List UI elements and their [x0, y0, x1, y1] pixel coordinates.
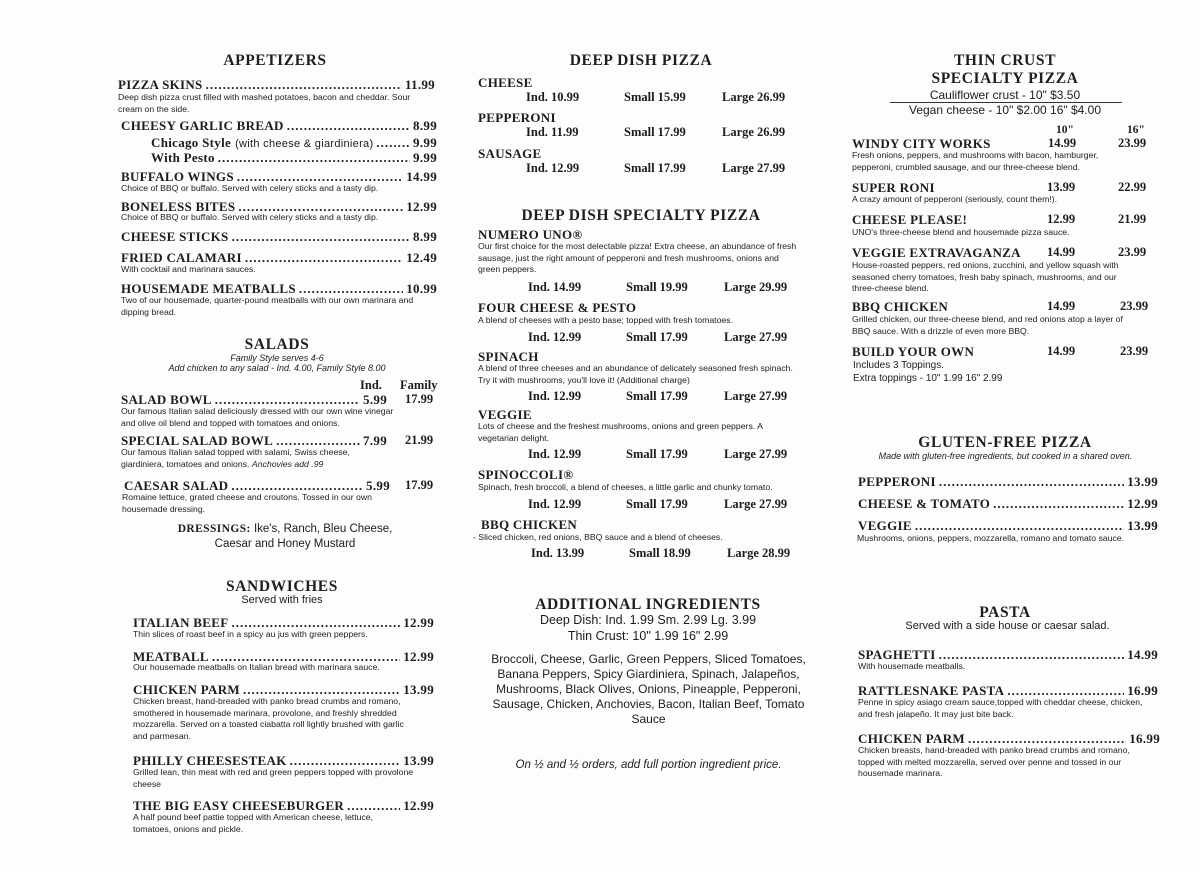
price-16: 23.99 [1120, 299, 1149, 313]
price-small: Small 17.99 [626, 389, 688, 403]
price-ind: Ind. 12.99 [528, 389, 582, 403]
item-description: Chicken breast, hand-breaded with panko bread crumbs and romano, smothered in housemade marinara, provolone, and freshly shredded mozzarella. Served on a toasted ciabatta roll lightly brushed with garlic and parmesan. [133, 696, 404, 741]
menu-item: MEATBALL ..... 12.99 [133, 649, 434, 665]
price-ind: Ind. 10.99 [526, 90, 580, 104]
pizza-name: BUILD YOUR OWN [852, 344, 975, 359]
pizza-name: PEPPERONI [478, 110, 556, 125]
pizza-name: CHEESE PLEASE! [852, 212, 968, 227]
item-description: Our famous Italian salad topped with salami, Swiss cheese, giardiniera, tomatoes and onions. Anchovies add .99 [121, 447, 350, 469]
menu-item: SPECIAL SALAD BOWL ..... 7.99 [121, 433, 387, 449]
price-small: Small 18.99 [629, 546, 691, 560]
price-large: Large 27.99 [724, 389, 788, 403]
item-description: Choice of BBQ or buffalo. Served with celery sticks and a tasty dip. [121, 183, 379, 193]
price-10: 14.99 [1048, 136, 1077, 150]
pizza-name: VEGGIE [478, 407, 532, 422]
price-large: Large 26.99 [722, 125, 786, 139]
menu-item: Chicago Style (with cheese & giardiniera) ..... 9.99 [151, 135, 437, 151]
salads-note: Add chicken to any salad - Ind. 4.00, Family Style 8.00 [168, 363, 386, 373]
item-description: Mushrooms, onions, peppers, mozzarella, romano and tomato sauce. [857, 533, 1125, 543]
menu-item: CHEESY GARLIC BREAD ..... 8.99 [121, 118, 437, 134]
price-ind: Ind. 11.99 [526, 125, 579, 139]
salads-title: SALADS [244, 336, 310, 353]
item-description: With cocktail and marinara sauces. [121, 264, 256, 274]
price-16: 23.99 [1118, 136, 1147, 150]
price-small: Small 17.99 [626, 447, 688, 461]
column-header: Ind. [360, 378, 382, 392]
item-description: Fresh onions, peppers, and mushrooms with bacon, hamburger, pepperoni, crumbled sausage, and our three-cheese blend. [852, 150, 1099, 172]
sandwiches-title: SANDWICHES [226, 578, 338, 595]
additional-title: ADDITIONAL INGREDIENTS [535, 596, 761, 613]
pizza-name: CHEESE [478, 75, 533, 90]
menu-item: HOUSEMADE MEATBALLS ..... 10.99 [121, 281, 437, 297]
item-description: Our famous Italian salad deliciously dressed with our own wine vinegar and olive oil blend and topped with tomatoes and onions. [121, 406, 394, 428]
price-ind: Ind. 12.99 [526, 161, 580, 175]
price-small: Small 19.99 [626, 280, 688, 294]
menu-item: ITALIAN BEEF ..... 12.99 [133, 615, 434, 631]
price-10: 14.99 [1047, 299, 1076, 313]
price-ind: Ind. 13.99 [531, 546, 585, 560]
pizza-name: FOUR CHEESE & PESTO [478, 300, 637, 315]
menu-item: CHEESE & TOMATO ..... 12.99 [858, 496, 1158, 512]
price-ind: Ind. 12.99 [528, 497, 582, 511]
pasta-title: PASTA [979, 604, 1031, 621]
deep-dish-title: DEEP DISH PIZZA [569, 52, 713, 69]
menu-item: PHILLY CHEESESTEAK ..... 13.99 [133, 753, 434, 769]
item-description: UNO's three-cheese blend and housemade pizza sauce. [852, 227, 1070, 237]
pizza-name: BBQ CHICKEN [852, 299, 949, 314]
price-small: Small 17.99 [626, 330, 688, 344]
gluten-free-title: GLUTEN-FREE PIZZA [918, 434, 1092, 451]
price-small: Small 17.99 [626, 497, 688, 511]
item-description: Grilled chicken, our three-cheese blend, and red onions atop a layer of BBQ sauce. With a drizzle of even more BBQ. [852, 314, 1123, 336]
menu-item: CHICKEN PARM ..... 13.99 [133, 682, 434, 698]
price-small: Small 17.99 [624, 125, 686, 139]
menu-item: CHICKEN PARM ..... 16.99 [858, 731, 1160, 747]
item-description: Lots of cheese and the freshest mushrooms, onions and green peppers. A vegetarian delight. [478, 421, 763, 443]
item-description: A crazy amount of pepperoni (seriously, count them!). [852, 194, 1058, 204]
family-price: 17.99 [405, 392, 434, 406]
pizza-name: SPINACH [478, 349, 539, 364]
cauliflower-crust: Cauliflower crust - 10" $3.50 [929, 88, 1081, 102]
item-description: Our first choice for the most delectable pizza! Extra cheese, an abundance of fresh sausage, just the right amount of pepperoni and fresh mushrooms, onions and green peppers. [478, 241, 797, 274]
menu-item: With Pesto ..... 9.99 [151, 150, 437, 166]
pizza-name: SPINOCCOLI® [478, 467, 574, 482]
price-10: 13.99 [1047, 180, 1076, 194]
price-small: Small 15.99 [624, 90, 686, 104]
pizza-name: WINDY CITY WORKS [852, 136, 991, 151]
family-price: 17.99 [405, 478, 434, 492]
item-description: A half pound beef pattie topped with American cheese, lettuce, tomatoes, onions and pickle. [133, 812, 374, 834]
price-ind: Ind. 14.99 [528, 280, 582, 294]
item-description: Chicken breasts, hand-breaded with panko bread crumbs and romano, topped with melted mozzarella, served over penne and tossed in our housemade marinara. [858, 745, 1130, 778]
ingredients-list: Broccoli, Cheese, Garlic, Green Peppers, Sliced Tomatoes, Banana Peppers, Spicy Giardiniera, Spinach, Jalapeños, Mushrooms, Black Olives, Onions, Pineapple, Pepperoni, Sausage, Chicken, Anchovies, Bacon, Italian Beef, Tomato Sauce [491, 652, 806, 726]
item-description: Our housemade meatballs on Italian bread with marinara sauce. [133, 662, 380, 672]
item-description: - Sliced chicken, red onions, BBQ sauce and a blend of cheeses. [473, 532, 723, 542]
pizza-name: SAUSAGE [478, 146, 542, 161]
column-header: 10" [1056, 124, 1074, 136]
specialty-title: DEEP DISH SPECIALTY PIZZA [521, 207, 761, 224]
pizza-name: VEGGIE EXTRAVAGANZA [852, 245, 1021, 260]
price-16: 21.99 [1118, 212, 1147, 226]
menu-item: BUFFALO WINGS ..... 14.99 [121, 169, 437, 185]
menu-item: VEGGIE ..... 13.99 [858, 518, 1158, 534]
pasta-subtitle: Served with a side house or caesar salad. [905, 620, 1110, 632]
menu-item: SPAGHETTI ..... 14.99 [858, 647, 1158, 663]
item-description: Includes 3 Toppings. Extra toppings - 10" 1.99 16" 2.99 [853, 360, 1003, 384]
price-10: 14.99 [1047, 245, 1076, 259]
price-large: Large 27.99 [722, 161, 786, 175]
menu-item: RATTLESNAKE PASTA ..... 16.99 [858, 683, 1158, 699]
menu-item: CHEESE STICKS ..... 8.99 [121, 229, 437, 245]
price-16: 22.99 [1118, 180, 1147, 194]
additional-deep-dish: Deep Dish: Ind. 1.99 Sm. 2.99 Lg. 3.99 [539, 613, 757, 627]
price-large: Large 27.99 [724, 497, 788, 511]
price-ind: Ind. 12.99 [528, 447, 582, 461]
price-16: 23.99 [1118, 245, 1147, 259]
appetizers-title: APPETIZERS [223, 52, 327, 69]
additional-thin-crust: Thin Crust: 10" 1.99 16" 2.99 [567, 629, 729, 643]
item-description: Romaine lettuce, grated cheese and croutons. Tossed in our own housemade dressing. [122, 492, 372, 514]
column-header: 16" [1127, 124, 1145, 136]
item-description: Choice of BBQ or buffalo. Served with celery sticks and a tasty dip. [121, 212, 379, 222]
half-order-note: On ½ and ½ orders, add full portion ingredient price. [515, 759, 782, 771]
pizza-name: NUMERO UNO® [478, 227, 583, 242]
column-header: Family [400, 378, 438, 392]
gluten-free-note: Made with gluten-free ingredients, but cooked in a shared oven. [878, 451, 1133, 461]
menu-item: FRIED CALAMARI ..... 12.49 [121, 250, 437, 266]
menu-item: BONELESS BITES ..... 12.99 [121, 199, 437, 215]
menu-item: CAESAR SALAD ..... 5.99 [124, 478, 390, 494]
thin-crust-title: THIN CRUST SPECIALTY PIZZA [931, 52, 1079, 87]
family-price: 21.99 [405, 433, 434, 447]
pizza-name: SUPER RONI [852, 180, 935, 195]
menu-item: SALAD BOWL ..... 5.99 [121, 392, 387, 408]
dressings: DRESSINGS: Ike's, Ranch, Bleu Cheese, Caesar and Honey Mustard [177, 523, 393, 550]
price-16: 23.99 [1120, 344, 1149, 358]
item-description: With housemade meatballs. [858, 661, 966, 671]
menu-item: PEPPERONI ..... 13.99 [858, 474, 1158, 490]
sandwiches-subtitle: Served with fries [241, 594, 323, 606]
price-large: Large 27.99 [724, 330, 788, 344]
item-description: House-roasted peppers, red onions, zucchini, and yellow squash with seasoned cherry tomatoes, fresh baby spinach, mushrooms, and our three-cheese blend. [852, 260, 1119, 293]
item-description: Grilled lean, thin meat with red and green peppers topped with provolone cheese [133, 767, 414, 789]
pizza-name: BBQ CHICKEN [481, 517, 578, 532]
price-small: Small 17.99 [624, 161, 686, 175]
price-large: Large 26.99 [722, 90, 786, 104]
price-10: 14.99 [1047, 344, 1076, 358]
price-large: Large 28.99 [727, 546, 791, 560]
menu-item: THE BIG EASY CHEESEBURGER ..... 12.99 [133, 798, 434, 814]
salads-note: Family Style serves 4-6 [230, 353, 324, 363]
vegan-cheese: Vegan cheese - 10" $2.00 16" $4.00 [908, 103, 1101, 117]
item-description: Two of our housemade, quarter-pound meatballs with our own marinara and dipping bread. [121, 295, 414, 317]
menu-item: PIZZA SKINS ..... 11.99 [118, 77, 435, 93]
price-large: Large 29.99 [724, 280, 788, 294]
item-description: A blend of three cheeses and an abundance of delicately seasoned fresh spinach. Try it with mushrooms, you'll love it! (Additional charge) [478, 363, 793, 385]
item-description: A blend of cheeses with a pesto base; topped with fresh tomatoes. [478, 315, 733, 325]
item-description: Penne in spicy asiago cream sauce,topped with cheddar cheese, chicken, and fresh jalapeño. It may just bite back. [858, 697, 1143, 719]
item-description: Spinach, fresh broccoli, a blend of cheeses, a little garlic and chunky tomato. [478, 482, 773, 492]
price-ind: Ind. 12.99 [528, 330, 582, 344]
price-large: Large 27.99 [724, 447, 788, 461]
price-10: 12.99 [1047, 212, 1076, 226]
item-description: Deep dish pizza crust filled with mashed potatoes, bacon and cheddar. Sour cream on the side. [118, 92, 411, 114]
item-description: Thin slices of roast beef in a spicy au jus with green peppers. [133, 629, 368, 639]
